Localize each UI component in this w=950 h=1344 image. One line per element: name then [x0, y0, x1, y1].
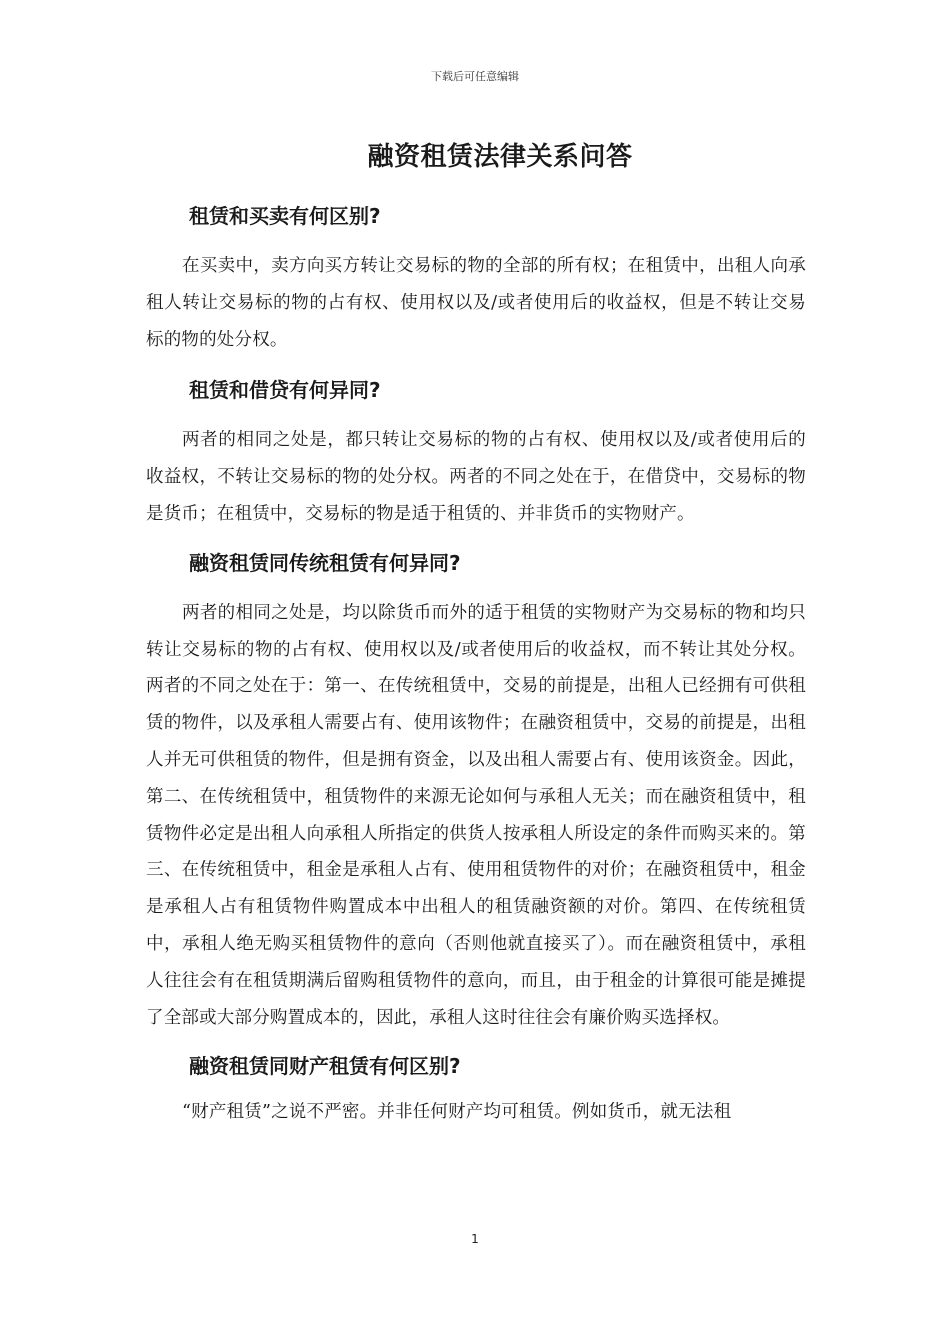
section-paragraph-lease-vs-loan: 两者的相同之处是，都只转让交易标的物的占有权、使用权以及/或者使用后的收益权，不转让交易标的物的处分权。两者的不同之处在于，在借贷中，交易标的物是货币；在租赁中，交易标的物是适于租赁的、并非货币的实物财产。 [146, 430, 806, 524]
section-paragraph-finance-vs-property: “财产租赁”之说不严密。并非任何财产均可租赁。例如货币，就无法租 [182, 1102, 732, 1123]
section-heading-finance-vs-property: 融资租赁同财产租赁有何区别? [189, 1054, 461, 1079]
section-heading-lease-vs-loan: 租赁和借贷有何异同? [189, 378, 381, 403]
section-paragraph-lease-vs-sale: 在买卖中，卖方向买方转让交易标的物的全部的所有权；在租赁中，出租人向承租人转让交易标的物的占有权、使用权以及/或者使用后的收益权，但是不转让交易标的物的处分权。 [146, 256, 806, 350]
page-number: 1 [471, 1232, 479, 1246]
document-title: 融资租赁法律关系问答 [367, 142, 633, 172]
section-heading-finance-vs-traditional: 融资租赁同传统租赁有何异同? [189, 550, 461, 575]
section-paragraph-finance-vs-traditional: 两者的相同之处是，均以除货币而外的适于租赁的实物财产为交易标的物和均只转让交易标的物的占有权、使用权以及/或者使用后的收益权，而不转让其处分权。两者的不同之处在于：第一、在传统租赁中，交易的前提是，出租人已经拥有可供租赁的物件，以及承租人需要占有、使用该物件；在融资租赁中，交易的前提是，出租人并无可供租赁的物件，但是拥有资金，以及出租人需要占有、使用该资金。因此，第二、在传统租赁中，租赁物件的来源无论如何与承租人无关；而在融资租赁中，租赁物件必定是出租人向承租人所指定的供货人按承租人所设定的条件而购买来的。第三、在传统租赁中，租金是承租人占有、使用租赁物件的对价；在融资租赁中，租金是承租人占有租赁物件购置成本中出租人的租赁融资额的对价。第四、在传统租赁中，承租人绝无购买租赁物件的意向（否则他就直接买了）。而在融资租赁中，承租人往往会有在租赁期满后留购租赁物件的意向，而且，由于租金的计算很可能是摊提了全部或大部分购置成本的，因此，承租人这时往往会有廉价购买选择权。 [146, 602, 806, 1028]
section-heading-lease-vs-sale: 租赁和买卖有何区别? [189, 204, 381, 228]
header-note: 下载后可任意编辑 [431, 70, 519, 83]
document-body [146, 196, 806, 1141]
